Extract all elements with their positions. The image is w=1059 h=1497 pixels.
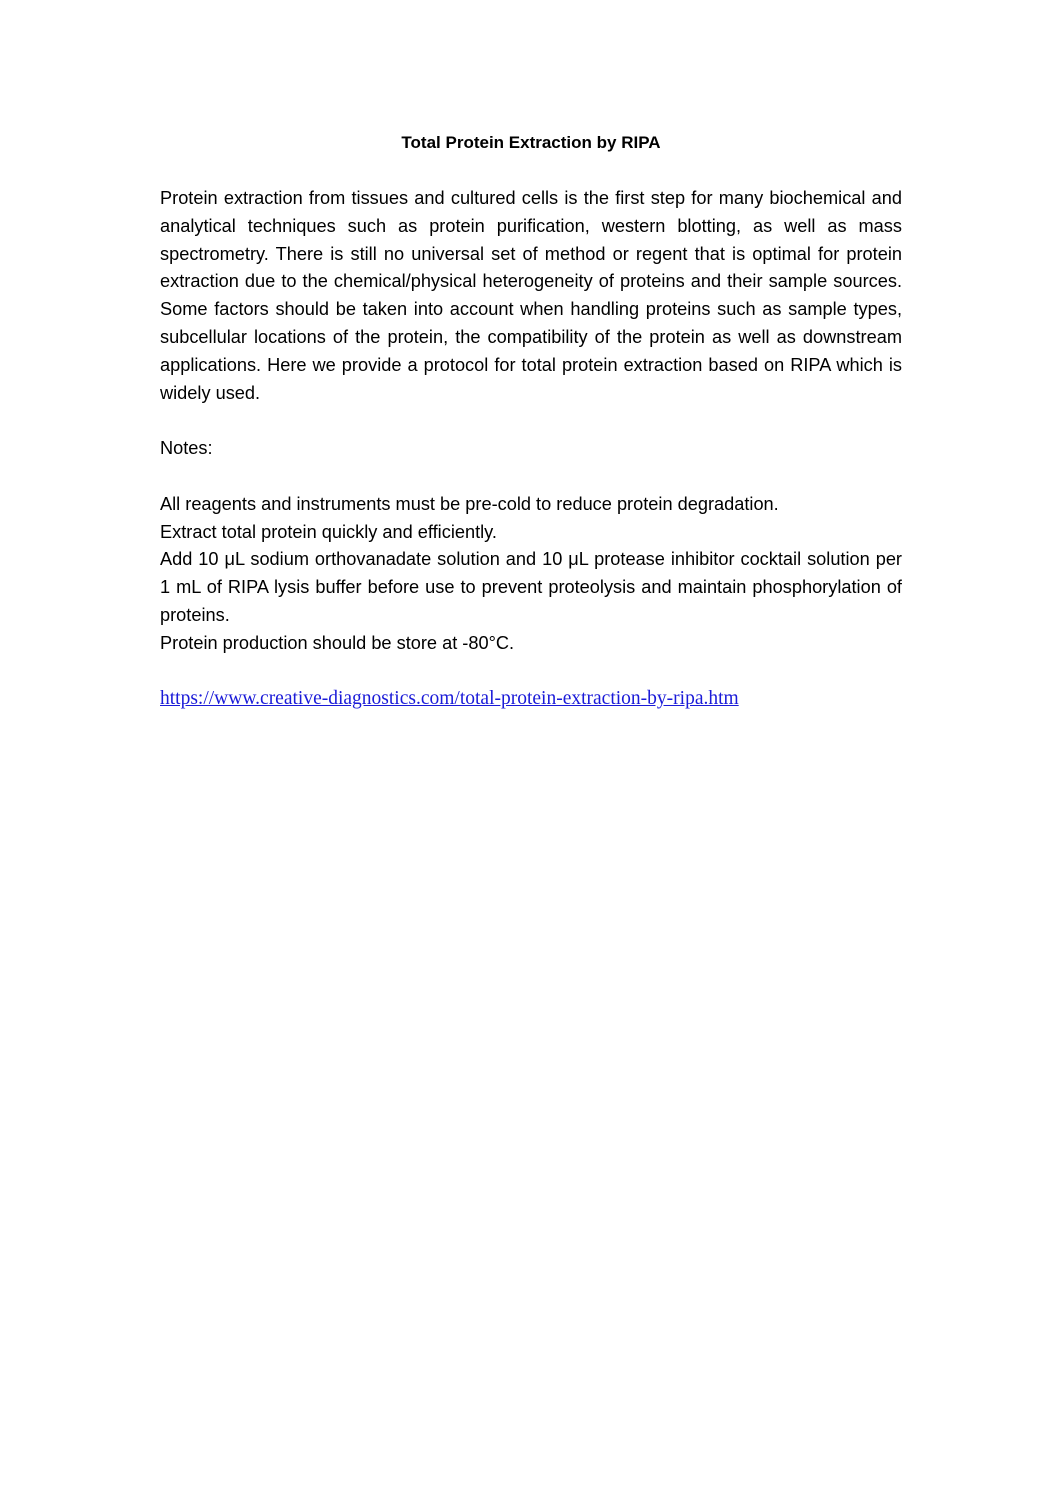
intro-paragraph: Protein extraction from tissues and cultured cells is the first step for many biochemical and analytical techniques such as protein purification, western blotting, as well as mass spectrometry. There is still no universal set of method or regent that is optimal for protein extraction due to the chemical/physical heterogeneity of proteins and their sample sources. Some factors should be taken into account when handling proteins such as sample types, subcellular locations of the protein, the compatibility of the protein as well as downstream applications. Here we provide a protocol for total protein extraction based on RIPA which is widely used. (160, 188, 902, 403)
note-item: Add 10 μL sodium orthovanadate solution and 10 μL protease inhibitor cocktail solution per 1 mL of RIPA lysis buffer before use to prevent proteolysis and maintain phosphorylation of proteins. (160, 549, 902, 625)
document-body (160, 130, 902, 713)
notes-list (160, 491, 902, 658)
note-item: Protein production should be store at -80°C. (160, 632, 515, 653)
note-item: All reagents and instruments must be pre-cold to reduce protein degradation. (160, 493, 779, 514)
document-title: Total Protein Extraction by RIPA (401, 133, 661, 152)
note-item: Extract total protein quickly and efficiently. (160, 521, 497, 542)
source-link[interactable]: https://www.creative-diagnostics.com/total-protein-extraction-by-ripa.htm (160, 688, 739, 710)
notes-heading: Notes: (160, 438, 213, 459)
